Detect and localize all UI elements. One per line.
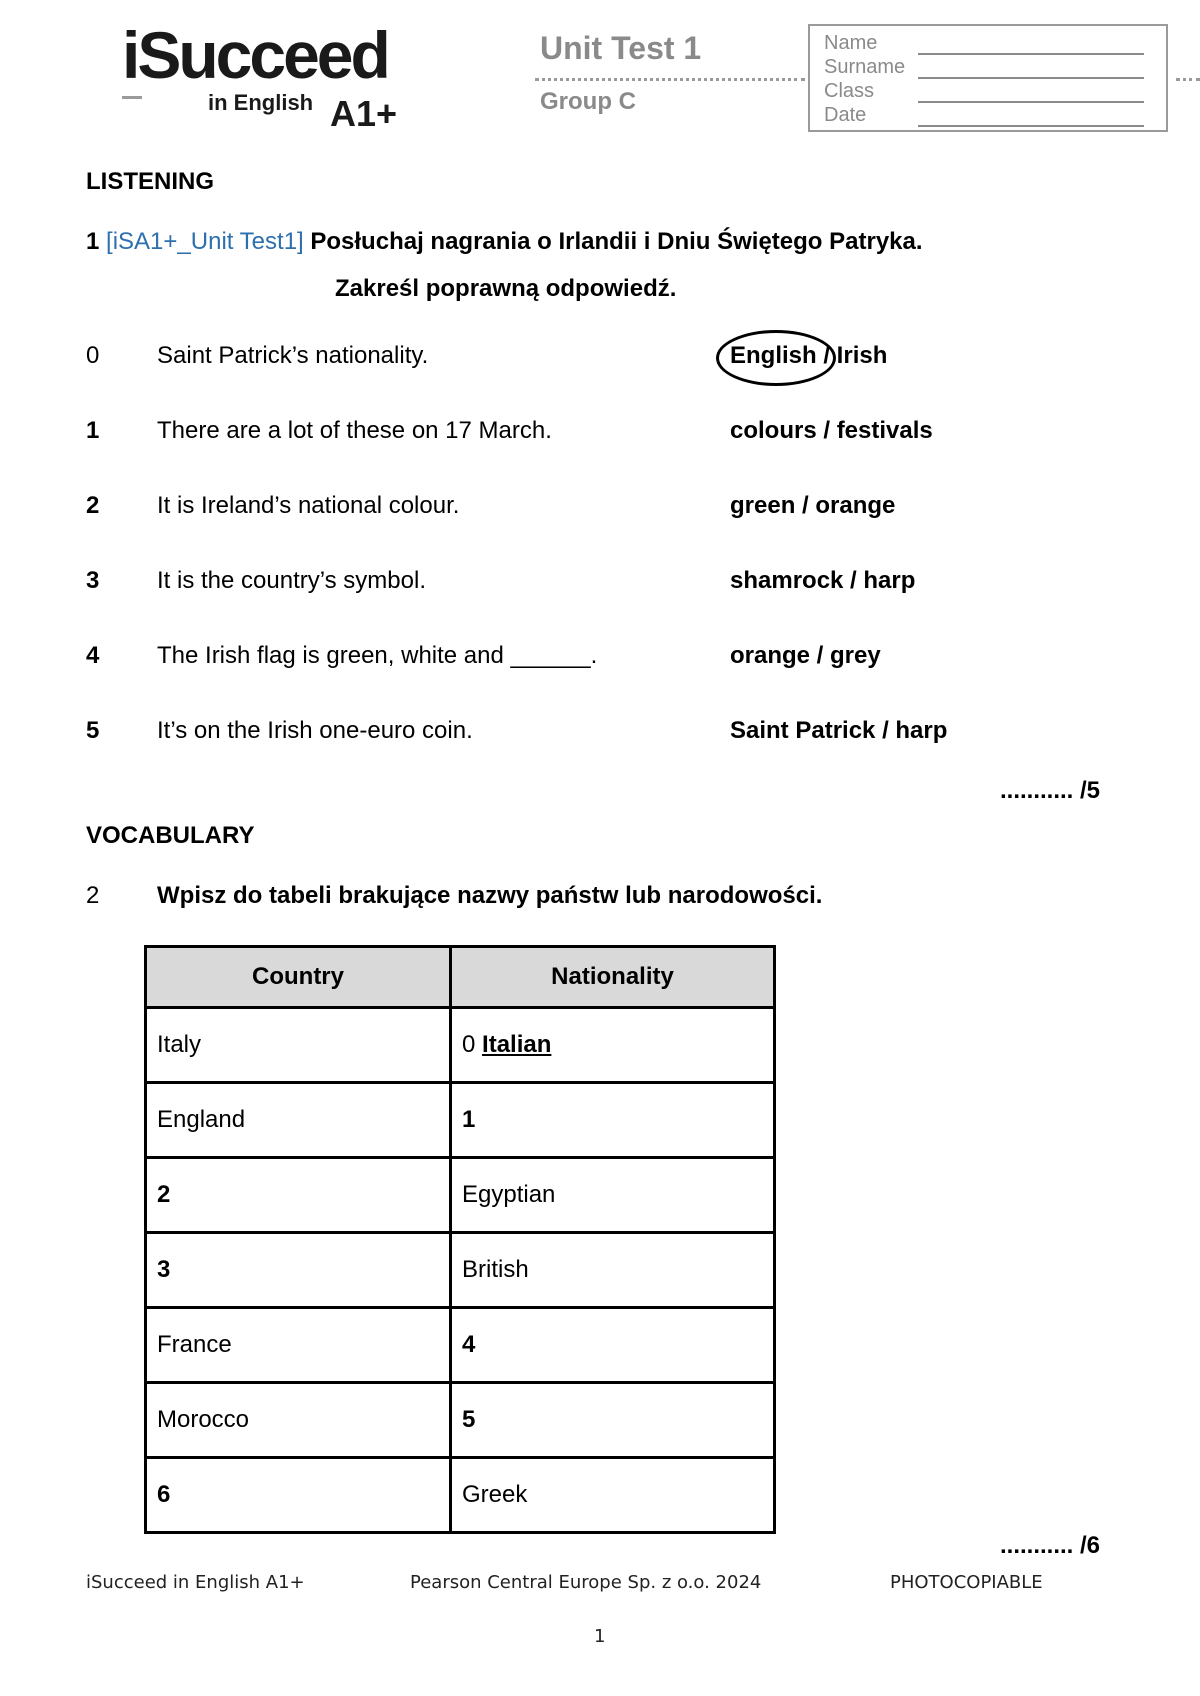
student-info-box <box>808 24 1168 132</box>
nationality-cell <box>451 1008 775 1083</box>
instruction-line-1: Posłuchaj nagrania o Irlandii i Dniu Świętego Patryka. <box>310 228 923 255</box>
nationality-cell: British <box>451 1233 775 1308</box>
example-answer: Italian <box>482 1031 552 1058</box>
country-answer-cell[interactable]: 2 <box>146 1158 451 1233</box>
vocabulary-heading: VOCABULARY <box>86 822 255 849</box>
table-row <box>146 1458 775 1533</box>
class-line[interactable] <box>918 101 1144 103</box>
answer-options[interactable]: green / orange <box>730 492 896 519</box>
answer-options[interactable]: orange / grey <box>730 642 881 669</box>
date-line[interactable] <box>918 125 1144 127</box>
answer-options[interactable]: shamrock / harp <box>730 567 916 594</box>
table-row <box>146 1083 775 1158</box>
question-number: 0 <box>86 342 100 369</box>
country-answer-cell[interactable]: 6 <box>146 1458 451 1533</box>
question-number: 4 <box>86 642 100 669</box>
exercise-2-instruction: Wpisz do tabeli brakujące nazwy państw lub narodowości. <box>157 882 823 909</box>
answer-options[interactable] <box>730 342 887 370</box>
date-label: Date <box>824 104 867 126</box>
column-header-country: Country <box>146 947 451 1008</box>
listening-score: ........... /5 <box>1000 777 1101 804</box>
circled-answer: English <box>730 342 817 369</box>
table-row <box>146 1383 775 1458</box>
nationality-answer-cell[interactable]: 5 <box>451 1383 775 1458</box>
country-cell: Italy <box>146 1008 451 1083</box>
question-number: 5 <box>86 717 100 744</box>
footer-book-title: iSucceed in English A1+ <box>86 1572 305 1593</box>
instruction-line-2: Zakreśl poprawną odpowiedź. <box>335 275 677 302</box>
audio-track-tag: [iSA1+_Unit Test1] <box>106 228 304 255</box>
country-cell: France <box>146 1308 451 1383</box>
logo-main: iSucceed <box>122 18 388 92</box>
name-line[interactable] <box>918 53 1144 55</box>
question-number: 1 <box>86 417 100 444</box>
logo-level: A1+ <box>330 93 398 134</box>
question-text: It is Ireland’s national colour. <box>157 492 460 519</box>
title-divider-right <box>1176 78 1200 81</box>
question-text: The Irish flag is green, white and ______. <box>157 642 598 669</box>
question-text: There are a lot of these on 17 March. <box>157 417 552 444</box>
column-header-nationality: Nationality <box>451 947 775 1008</box>
nationality-answer-cell[interactable]: 4 <box>451 1308 775 1383</box>
group-label: Group C <box>540 88 636 115</box>
exercise-number: 1 <box>86 228 100 255</box>
exercise-2-number: 2 <box>86 882 100 909</box>
table-row <box>146 1308 775 1383</box>
page-number: 1 <box>594 1626 606 1647</box>
footer-photocopiable: PHOTOCOPIABLE <box>890 1572 1043 1593</box>
question-number: 2 <box>86 492 100 519</box>
answer-options[interactable]: Saint Patrick / harp <box>730 717 948 744</box>
exercise-1-instruction <box>86 228 923 256</box>
country-nationality-table <box>144 945 776 1534</box>
answer-options[interactable]: colours / festivals <box>730 417 933 444</box>
other-option: / Irish <box>823 342 888 369</box>
footer-publisher: Pearson Central Europe Sp. z o.o. 2024 <box>410 1572 762 1593</box>
question-text: It is the country’s symbol. <box>157 567 426 594</box>
table-row <box>146 1158 775 1233</box>
country-cell: Morocco <box>146 1383 451 1458</box>
table-row <box>146 1233 775 1308</box>
nationality-answer-cell[interactable]: 1 <box>451 1083 775 1158</box>
listening-heading: LISTENING <box>86 168 215 195</box>
table-header-row <box>146 947 775 1008</box>
logo-bar <box>122 96 142 99</box>
table-row <box>146 1008 775 1083</box>
example-number: 0 <box>462 1031 476 1058</box>
name-label: Name <box>824 32 878 54</box>
title-divider <box>535 78 805 81</box>
test-title: Unit Test 1 <box>540 30 702 66</box>
surname-label: Surname <box>824 56 906 78</box>
country-cell: England <box>146 1083 451 1158</box>
question-text: It’s on the Irish one-euro coin. <box>157 717 473 744</box>
class-label: Class <box>824 80 875 102</box>
vocabulary-score: ........... /6 <box>1000 1532 1101 1559</box>
surname-line[interactable] <box>918 77 1144 79</box>
nationality-cell: Greek <box>451 1458 775 1533</box>
logo-sub: in English <box>208 90 314 115</box>
country-answer-cell[interactable]: 3 <box>146 1233 451 1308</box>
question-number: 3 <box>86 567 100 594</box>
nationality-cell: Egyptian <box>451 1158 775 1233</box>
question-text: Saint Patrick’s nationality. <box>157 342 429 369</box>
